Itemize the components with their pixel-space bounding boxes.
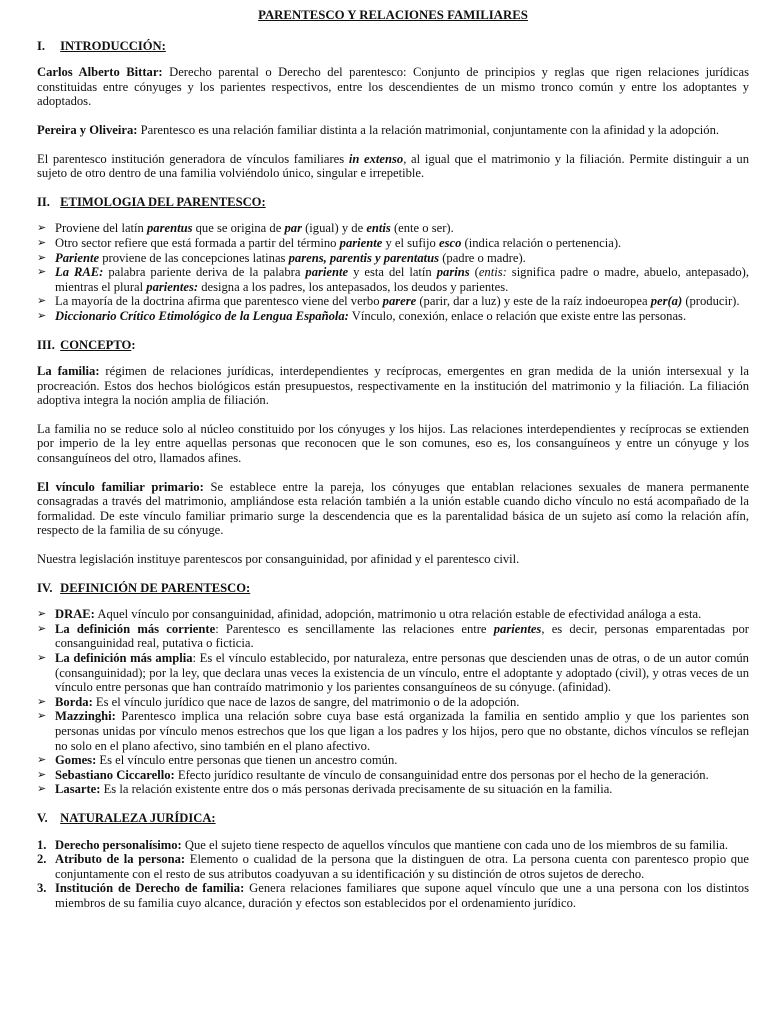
list-item: 1. Derecho personalísimo: Que el sujeto tiene respecto de aquellos vínculos que mantiene con cada uno de los miembros de su familia. <box>37 837 729 852</box>
list-item: ➢ La RAE: palabra pariente deriva de la palabra pariente y esta del latín parins (entis: significa padre o madre, abuelo, antepasado), mientras el plural parientes: designa a los padres, los antepasados, los deudos y parientes. <box>37 265 749 294</box>
list-item: ➢ Gomes: Es el vínculo entre personas que tienen un ancestro común. <box>37 753 749 768</box>
list-item: ➢ La definición más amplia: Es el vínculo establecido, por naturaleza, entre personas que descienden unas de otras, o de un autor común (consanguinidad); por la ley, que declara unas veces la existencia de un vínculo, entre el adoptante y adoptado (civil), y otras veces de un vínculo entre personas que han contraído matrimonio y los parientes consanguíneos de su cónyuge. (afinidad). <box>37 651 749 695</box>
paragraph-vinculo-primario: El vínculo familiar primario: Se establece entre la pareja, los cónyuges que entablan relaciones sexuales de manera permanente consagradas a través del matrimonio, ampliándose esta relación también a la unión estable cuando dicho vínculo no está acompañado de la formalidad. De este vínculo familiar primario surge la descendencia que es la parentalidad básica de un sujeto así como la relación afín, respecto de la familia de su cónyuge. <box>37 479 749 538</box>
list-item: ➢ Borda: Es el vínculo jurídico que nace de lazos de sangre, del matrimonio o de la adopción. <box>37 695 749 710</box>
section-heading-etimologia <box>37 195 749 210</box>
section-heading-definicion <box>37 581 749 596</box>
section-title: DEFINICIÓN DE PARENTESCO: <box>60 580 251 595</box>
etimologia-list <box>37 221 749 323</box>
list-item: 3. Institución de Derecho de familia: Genera relaciones familiares que supone aquel vínculo que une a una persona con los distintos miembros de su familia cuyo alcance, duración y efectos son establecidos por el ordenamiento jurídico. <box>37 881 749 910</box>
paragraph-pereira: Pereira y Oliveira: Parentesco es una relación familiar distinta a la relación matrimonial, conjuntamente con la afinidad y la adopción. <box>37 122 720 137</box>
section-number: V. <box>37 810 48 825</box>
section-number: III. <box>37 337 55 352</box>
list-item: ➢ La definición más corriente: Parentesco es sencillamente las relaciones entre parientes, es decir, personas emparentadas por consanguinidad real, putativa o ficticia. <box>37 622 749 651</box>
paragraph-legislacion: Nuestra legislación instituye parentescos por consanguinidad, por afinidad y el parentesco civil. <box>37 552 520 567</box>
section-title: INTRODUCCIÓN: <box>60 38 166 53</box>
list-item: ➢ La mayoría de la doctrina afirma que parentesco viene del verbo parere (parir, dar a luz) y este de la raíz indoeuropea per(a) (producir). <box>37 294 749 309</box>
list-item: ➢ Lasarte: Es la relación existente entre dos o más personas derivada precisamente de su situación en la familia. <box>37 782 749 797</box>
list-item: 2. Atributo de la persona: Elemento o cualidad de la persona que la distinguen de otra. La persona cuenta con parentesco propio que conjuntamente con el resto de sus atributos coadyuvan a su identificación y su distinción de otros sujetos de derecho. <box>37 852 749 881</box>
list-item: ➢ Sebastiano Ciccarello: Efecto jurídico resultante de vínculo de consanguinidad entre dos personas por el hecho de la generación. <box>37 768 749 783</box>
section-number: II. <box>37 194 50 209</box>
section-title: ETIMOLOGIA DEL PARENTESCO: <box>60 194 266 209</box>
list-item: ➢ Diccionario Crítico Etimológico de la Lengua Española: Vínculo, conexión, enlace o relación que existe entre las personas. <box>37 309 749 324</box>
section-heading-concepto: III. CONCEPTO: <box>37 337 136 352</box>
section-title: CONCEPTO <box>60 337 132 352</box>
section-title: NATURALEZA JURÍDICA: <box>60 810 216 825</box>
document-title: PARENTESCO Y RELACIONES FAMILIARES <box>258 8 528 22</box>
list-item: ➢ Proviene del latín parentus que se origina de par (igual) y de entis (ente o ser). <box>37 221 749 236</box>
list-item: ➢ Pariente proviene de las concepciones latinas parens, parentis y parentatus (padre o madre). <box>37 251 749 266</box>
section-heading-naturaleza <box>37 811 749 826</box>
naturaleza-list <box>37 838 749 911</box>
section-number: I. <box>37 38 46 53</box>
section-heading-introduccion <box>37 39 749 54</box>
list-item: ➢ Otro sector refiere que está formada a partir del término pariente y el sufijo esco (indica relación o pertenencia). <box>37 236 749 251</box>
list-item: ➢ Mazzinghi: Parentesco implica una relación sobre cuya base está organizada la familia en sentido amplio y que los parientes son personas unidas por vínculo menos estrechos que los que ligan a los padres y los hijos, pero que no obstante, dichos vínculos se reflejan no solo en el plano afectivo, sino también en el plano afectivo. <box>37 709 749 753</box>
definicion-list <box>37 607 749 797</box>
paragraph-bittar: Carlos Alberto Bittar: Derecho parental o Derecho del parentesco: Conjunto de principios y reglas que rigen relaciones jurídicas constituidas entre cónyuges y los parientes respectivos, entre los descendientes de un mismo tronco común y entre los adoptantes y adoptados. <box>37 65 749 109</box>
paragraph-la-familia: La familia: régimen de relaciones jurídicas, interdependientes y recíprocas, emergentes en gran medida de la unión intersexual y la procreación. Estos dos hechos biológicos están presupuestos, respectivamente en la institución del matrimonio y la filiación. La filiación adoptiva integra la noción amplia de filiación. <box>37 364 749 408</box>
paragraph-parentesco-institucion: El parentesco institución generadora de vínculos familiares in extenso, al igual que el matrimonio y la filiación. Permite distinguir a un sujeto de otro dentro de una familia volviéndolo único, singular e irrepetible. <box>37 151 749 181</box>
paragraph-nucleo: La familia no se reduce solo al núcleo constituido por los cónyuges y los hijos. Las relaciones interdependientes y recíprocas se extienden por imperio de la ley entre aquellas personas que reconocen que le son comunes, eso es, los consanguíneos y entre un cónyuge y los consanguíneos del otro, llamados afines. <box>37 421 749 466</box>
section-number: IV. <box>37 580 53 595</box>
list-item: ➢ DRAE: Aquel vínculo por consanguinidad, afinidad, adopción, matrimonio u otra relación estable de efectividad análoga a esta. <box>37 607 749 622</box>
